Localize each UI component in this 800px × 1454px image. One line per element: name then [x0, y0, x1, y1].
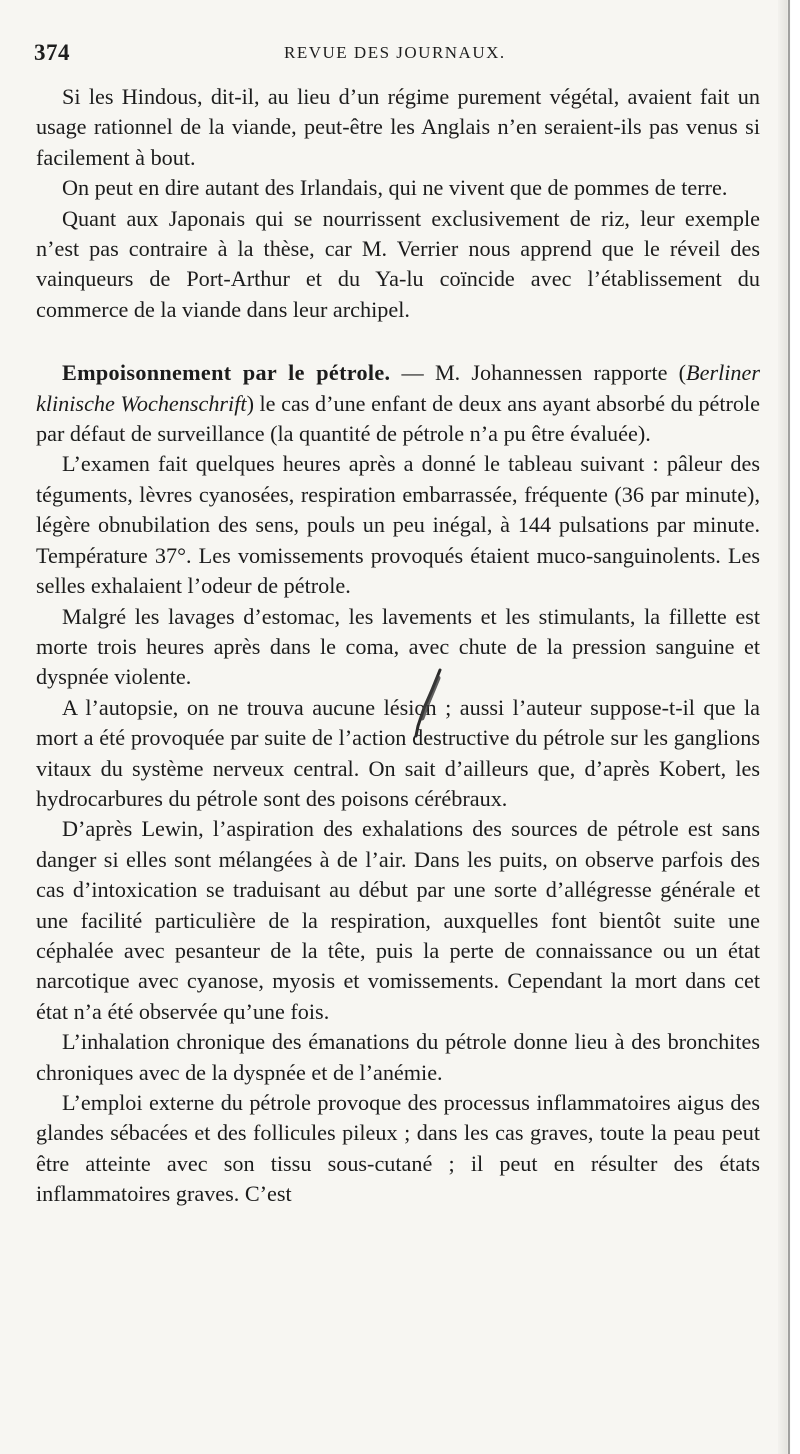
journal-title: Berliner klinische Wochenschrift — [36, 360, 760, 416]
paragraph-examen: L’examen fait quelques heures après a donné le tableau suivant : pâleur des téguments, lèvres cyanosées, respiration embarrassée, fréquente (36 par minute), légère obnubilation des sens, pouls un peu inégal, à 144 pulsations par minute. Température 37°. Les vomissements provoqués étaient muco-sanguinolents. Les selles exhalaient l’odeur de pétrole. — [36, 451, 760, 599]
page-header — [34, 40, 764, 76]
section-lead-rest: ) le cas d’une enfant de deux ans ayant absorbé du pétrole par défaut de surveillance (la quantité de pétrole n’a pu être évaluée). — [36, 390, 761, 447]
paragraph-irlandais: On peut en dire autant des Irlandais, qui ne vivent que de pommes de terre. — [62, 175, 728, 201]
ink-stroke-mark — [410, 668, 450, 738]
paragraph-hindous: Si les Hindous, dit-il, au lieu d’un régime purement végétal, avaient fait un usage rationnel de la viande, peut-être les Anglais n’en seraient-ils pas venus si facilement à bout. — [36, 84, 760, 170]
section-lead-paragraph — [36, 358, 760, 449]
body-text — [36, 82, 760, 1210]
paragraph-inhalation: L’inhalation chronique des émanations du pétrole donne lieu à des bronchites chroniques avec de la dyspnée et de l’anémie. — [36, 1029, 760, 1085]
paragraph-emploi-externe: L’emploi externe du pétrole provoque des processus inflammatoires aigus des glandes sébacées et des follicules pileux ; dans les cas graves, toute la peau peut être atteinte avec son tissu sous-cutané ; il peut en résulter des états inflammatoires graves. C’est — [36, 1090, 760, 1207]
paragraph-lewin: D’après Lewin, l’aspiration des exhalations des sources de pétrole est sans danger si elles sont mélangées à de l’air. Dans les puits, on observe parfois des cas d’intoxication se traduisant au début par une sorte d’allégresse générale et une facilité particulière de la respiration, auxquelles font bientôt suite une céphalée avec pesanteur de la tête, puis la perte de connaissance ou un état narcotique avec cyanose, myosis et vomissements. Cependant la mort dans cet état n’a été observée qu’une fois. — [36, 816, 760, 1024]
section-title: Empoisonnement par le pétrole. — [62, 360, 391, 386]
page-edge — [778, 0, 800, 1454]
paragraph-autopsie: A l’autopsie, on ne trouva aucune lésion ; aussi l’auteur suppose-t-il que la mort a été provoquée par suite de l’action destructive du pétrole sur les ganglions vitaux du système nerveux central. On sait d’ailleurs que, d’après Kobert, les hydrocarbures du pétrole sont des poisons cérébraux. — [36, 694, 760, 811]
page-number: 374 — [34, 40, 70, 65]
section-lead-in: — M. Johannessen rapporte ( — [390, 360, 687, 386]
paragraph-japonais: Quant aux Japonais qui se nourrissent exclusivement de riz, leur exemple n’est pas contraire à la thèse, car M. Verrier nous apprend que le réveil des vainqueurs de Port-Arthur et du Ya-lu coïncide avec l’établissement du commerce de la viande dans leur archipel. — [36, 205, 760, 322]
paragraph-lavages: Malgré les lavages d’estomac, les lavements et les stimulants, la fillette est morte trois heures après dans le coma, avec chute de la pression sanguine et dyspnée violente. — [36, 603, 760, 690]
running-title: REVUE DES JOURNAUX. — [284, 43, 506, 62]
